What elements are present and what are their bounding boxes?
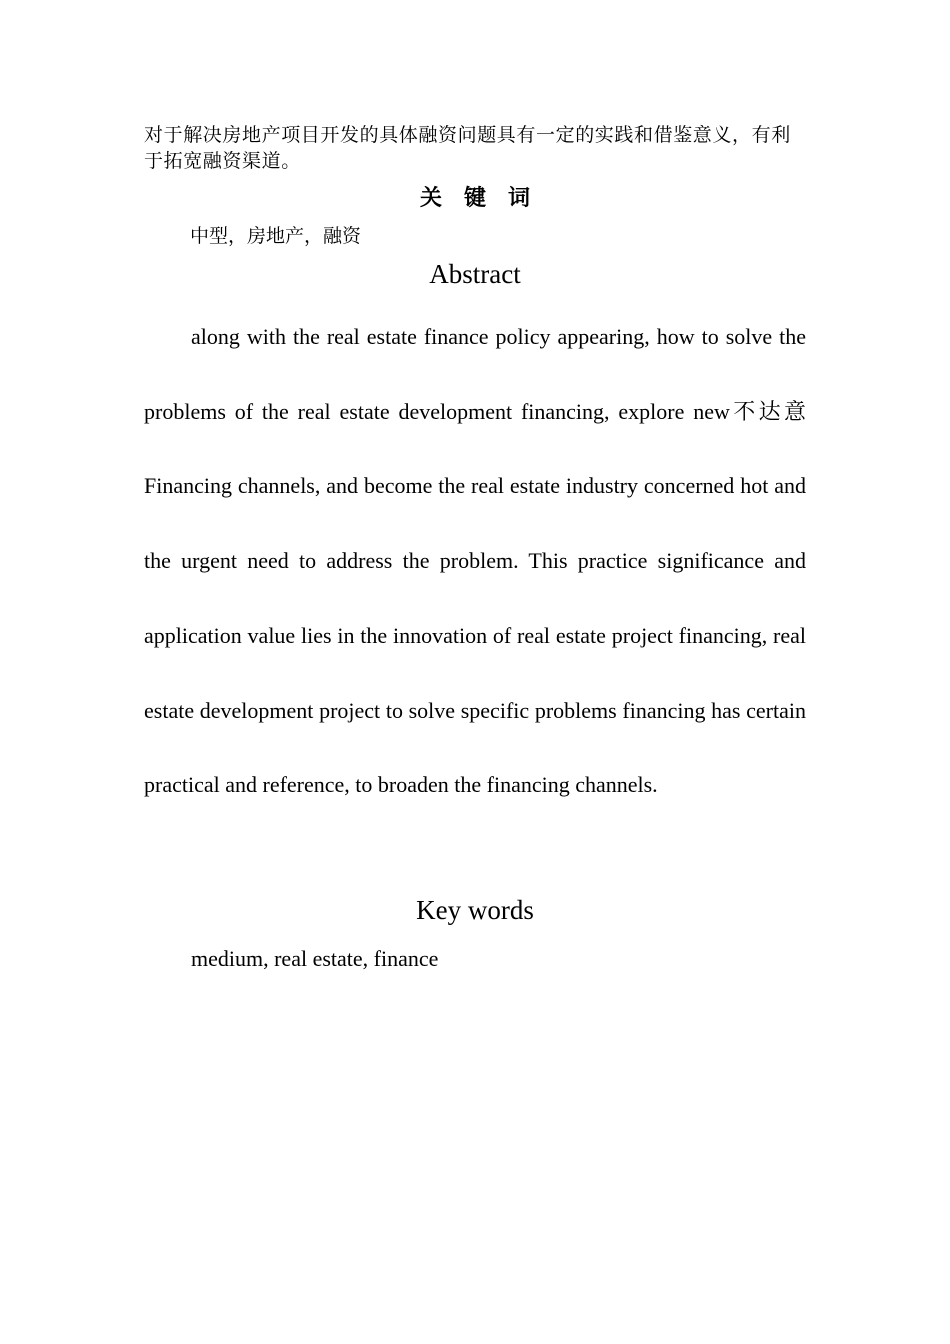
english-keywords: medium, real estate, finance xyxy=(191,946,439,971)
english-keywords-heading: Key words xyxy=(416,895,534,925)
abstract-body: along with the real estate finance policy appearing, how to solve the problems of the real estate development financing, explore new不达意Financing channels, and become the real estate industry concerned hot and the urgent need to address the problem. This practice significance and application value lies in the innovation of real estate project financing, real estate development project to solve specific problems financing has certain practical and reference, to broaden the financing channels. xyxy=(144,324,806,798)
abstract-heading: Abstract xyxy=(429,259,521,289)
chinese-abstract-paragraph: 对于解决房地产项目开发的具体融资问题具有一定的实践和借鉴意义，有利于拓宽融资渠道。 xyxy=(144,124,791,172)
chinese-keywords-heading: 关 键 词 xyxy=(419,186,530,211)
chinese-keywords: 中型，房地产，融资 xyxy=(190,225,362,247)
